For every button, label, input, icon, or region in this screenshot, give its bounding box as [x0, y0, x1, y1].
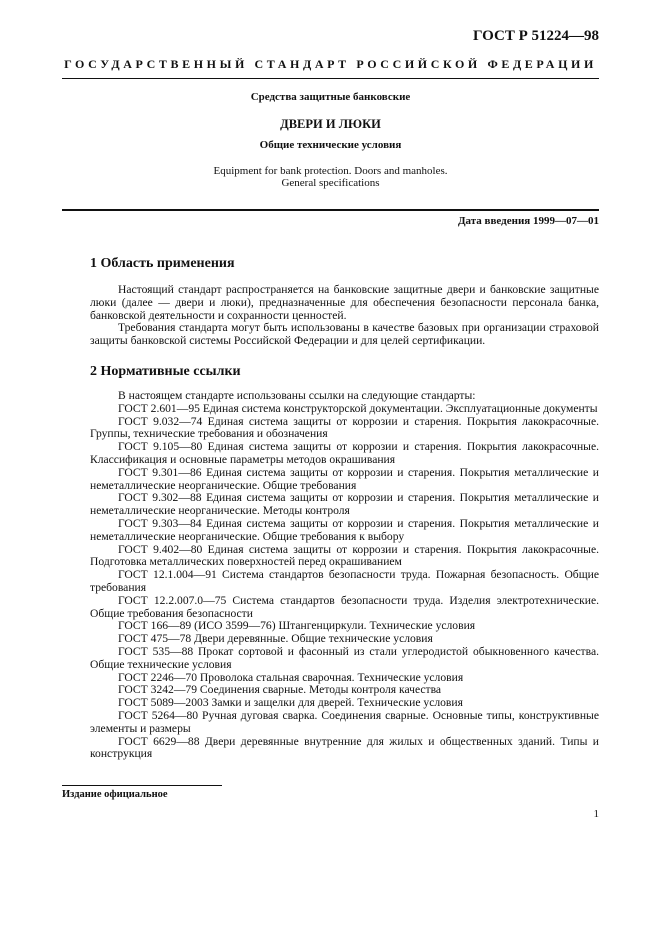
section-1-body [90, 284, 599, 348]
section-2-heading: 2 Нормативные ссылки [90, 364, 241, 379]
official-edition-note: Издание официальное [62, 789, 168, 800]
document-title: ДВЕРИ И ЛЮКИ [280, 117, 381, 131]
reference-item: ГОСТ 5264—80 Ручная дуговая сварка. Соединения сварные. Основные типы, конструктивные элементы и размеры [90, 708, 599, 735]
reference-item: ГОСТ 9.301—86 Единая система защиты от коррозии и старения. Покрытия металлические и неметаллические неорганические. Общие требования [90, 465, 599, 492]
state-standard-banner: ГОСУДАРСТВЕННЫЙ СТАНДАРТ РОССИЙСКОЙ ФЕДЕРАЦИИ [64, 57, 597, 71]
section-2-body [90, 390, 599, 761]
reference-item: ГОСТ 535—88 Прокат сортовой и фасонный из стали углеродистой обыкновенного качества. Общие технические условия [90, 644, 599, 671]
reference-item: ГОСТ 9.402—80 Единая система защиты от коррозии и старения. Покрытия лакокрасочные. Подготовка металлических поверхностей перед окрашиванием [90, 542, 599, 569]
document-subject: Средства защитные банковские [250, 91, 411, 103]
english-title-line-1: Equipment for bank protection. Doors and manholes. [213, 165, 448, 177]
reference-item: ГОСТ 9.303—84 Единая система защиты от коррозии и старения. Покрытия металлические и неметаллические неорганические. Общие требования к выбору [90, 516, 599, 543]
reference-item: ГОСТ 6629—88 Двери деревянные внутренние для жилых и общественных зданий. Типы и конструкция [90, 734, 599, 761]
english-title [62, 165, 599, 189]
reference-item: ГОСТ 475—78 Двери деревянные. Общие технические условия [118, 632, 433, 646]
reference-item: ГОСТ 2246—70 Проволока стальная сварочная. Технические условия [118, 670, 464, 684]
paragraph: Настоящий стандарт распространяется на банковские защитные двери и банковские защитные люки (далее — двери и люки), предназначенные для обеспечения безопасности персонала банка, банковской деятельности и сохранности ценностей. [90, 283, 599, 322]
document-subtitle: Общие технические условия [259, 139, 402, 151]
section-1-heading: 1 Область применения [90, 256, 235, 271]
reference-item: ГОСТ 9.032—74 Единая система защиты от коррозии и старения. Покрытия лакокрасочные. Группы, технические требования и обозначения [90, 414, 599, 441]
page-number: 1 [593, 808, 599, 820]
title-divider [62, 209, 599, 211]
introduction-date: Дата введения 1999—07—01 [457, 215, 599, 227]
footer-divider [62, 785, 222, 786]
reference-item: ГОСТ 12.1.004—91 Система стандартов безопасности труда. Пожарная безопасность. Общие требования [90, 568, 599, 594]
reference-item: ГОСТ 3242—79 Соединения сварные. Методы контроля качества [118, 683, 442, 697]
standard-code: ГОСТ Р 51224—98 [472, 28, 599, 44]
reference-item: ГОСТ 166—89 (ИСО 3599—76) Штангенциркули. Технические условия [118, 619, 476, 633]
paragraph: Требования стандарта могут быть использованы в качестве базовых при организации страховой защиты банковской системы Российской Федерации и для целей сертификации. [90, 321, 599, 348]
reference-item: ГОСТ 9.105—80 Единая система защиты от коррозии и старения. Покрытия лакокрасочные. Классификация и основные параметры методов окрашивания [90, 440, 599, 466]
header-divider [62, 78, 599, 79]
reference-item: ГОСТ 5089—2003 Замки и защелки для дверей. Технические условия [118, 696, 463, 710]
english-title-line-2: General specifications [281, 177, 380, 189]
paragraph: В настоящем стандарте использованы ссылки на следующие стандарты: [118, 389, 476, 402]
reference-item: ГОСТ 9.302—88 Единая система защиты от коррозии и старения. Покрытия металлические и неметаллические неорганические. Методы контроля [90, 491, 599, 518]
reference-item: ГОСТ 2.601—95 Единая система конструкторской документации. Эксплуатационные документы [118, 401, 598, 415]
reference-item: ГОСТ 12.2.007.0—75 Система стандартов безопасности труда. Изделия электротехнические. Общие требования безопасности [90, 593, 599, 620]
